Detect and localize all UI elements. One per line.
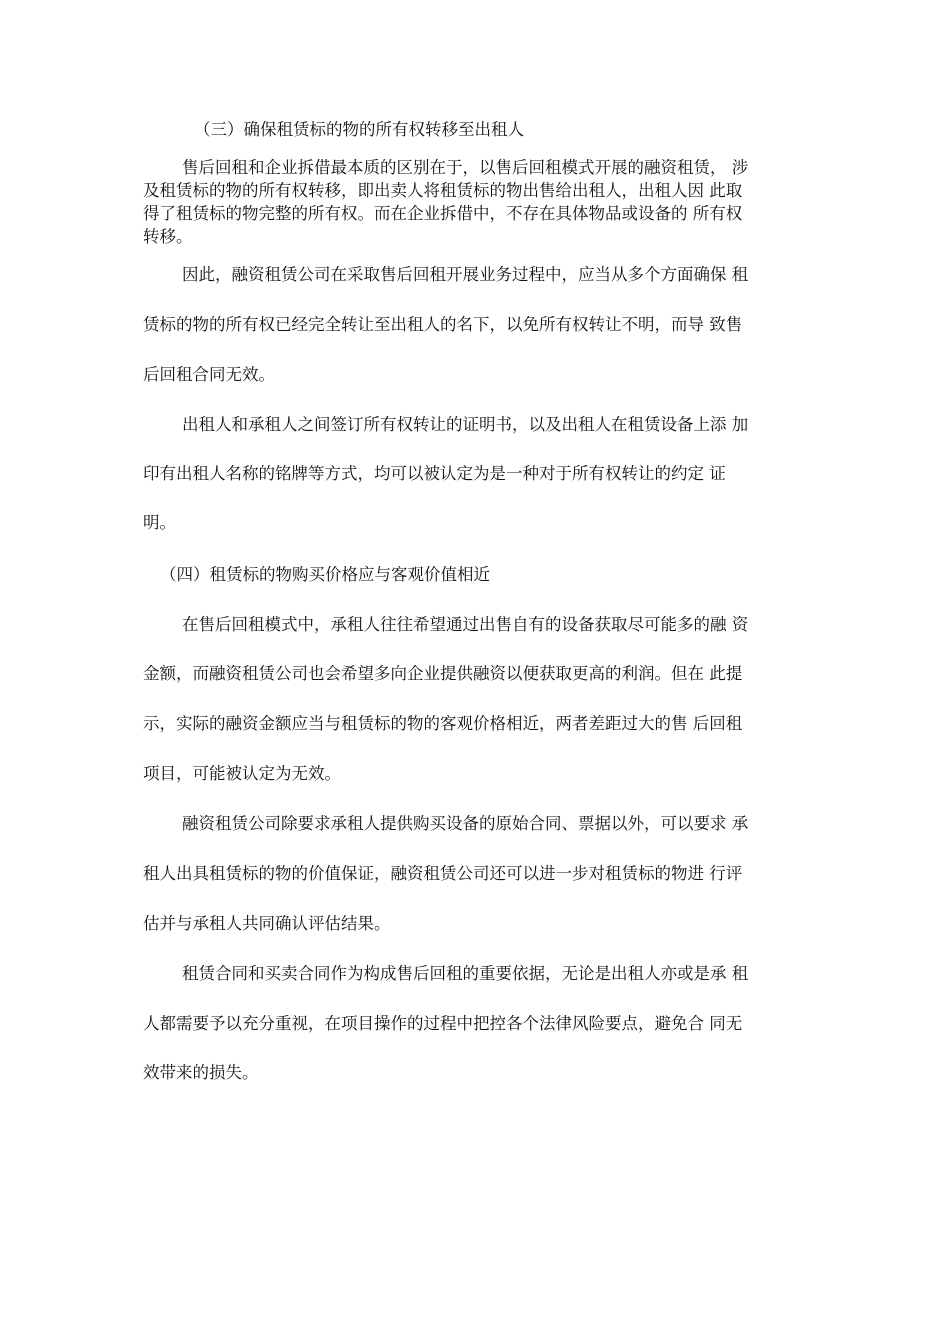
section-3-paragraph-2-line-1: 因此，融资租赁公司在采取售后回租开展业务过程中，应当从多个方面确保 租 xyxy=(182,265,749,284)
section-4-paragraph-3-line-1: 租赁合同和买卖合同作为构成售后回租的重要依据，无论是出租人亦或是承 租 xyxy=(182,964,749,983)
section-3-paragraph-3-line-1: 出租人和承租人之间签订所有权转让的证明书，以及出租人在租赁设备上添 加 xyxy=(182,415,749,434)
section-3-paragraph-1-line-4: 转移。 xyxy=(143,227,193,246)
section-4-paragraph-2-line-2: 租人出具租赁标的物的价值保证，融资租赁公司还可以进一步对租赁标的物进 行评 xyxy=(143,864,743,883)
section-4-paragraph-3-line-3: 效带来的损失。 xyxy=(143,1063,259,1082)
section-4-paragraph-2-line-1: 融资租赁公司除要求承租人提供购买设备的原始合同、票据以外，可以要求 承 xyxy=(182,814,749,833)
section-3-paragraph-2-line-2: 赁标的物的所有权已经完全转让至出租人的名下，以免所有权转让不明，而导 致售 xyxy=(143,315,743,334)
section-3-heading: （三）确保租赁标的物的所有权转移至出租人 xyxy=(194,120,524,139)
section-3-paragraph-1-line-2: 及租赁标的物的所有权转移，即出卖人将租赁标的物出售给出租人，出租人因 此取 xyxy=(143,181,743,200)
section-3-paragraph-1-line-3: 得了租赁标的物完整的所有权。而在企业拆借中，不存在具体物品或设备的 所有权 xyxy=(143,204,743,223)
section-3-paragraph-3-line-3: 明。 xyxy=(143,513,176,532)
section-4-paragraph-3-line-2: 人都需要予以充分重视，在项目操作的过程中把控各个法律风险要点，避免合 同无 xyxy=(143,1014,743,1033)
section-4-paragraph-1-line-3: 示，实际的融资金额应当与租赁标的物的客观价格相近，两者差距过大的售 后回租 xyxy=(143,714,743,733)
section-4-heading: （四）租赁标的物购买价格应与客观价值相近 xyxy=(160,565,490,584)
section-4-paragraph-1-line-2: 金额，而融资租赁公司也会希望多向企业提供融资以便获取更高的利润。但在 此提 xyxy=(143,664,743,683)
section-3-paragraph-1-line-1: 售后回租和企业拆借最本质的区别在于，以售后回租模式开展的融资租赁， 涉 xyxy=(182,158,749,177)
section-4-paragraph-1-line-1: 在售后回租模式中，承租人往往希望通过出售自有的设备获取尽可能多的融 资 xyxy=(182,615,749,634)
section-4-paragraph-2-line-3: 估并与承租人共同确认评估结果。 xyxy=(143,914,391,933)
section-4-paragraph-1-line-4: 项目，可能被认定为无效。 xyxy=(143,764,341,783)
section-3-paragraph-2-line-3: 后回租合同无效。 xyxy=(143,365,275,384)
section-3-paragraph-3-line-2: 印有出租人名称的铭牌等方式，均可以被认定为是一种对于所有权转让的约定 证 xyxy=(143,464,726,483)
